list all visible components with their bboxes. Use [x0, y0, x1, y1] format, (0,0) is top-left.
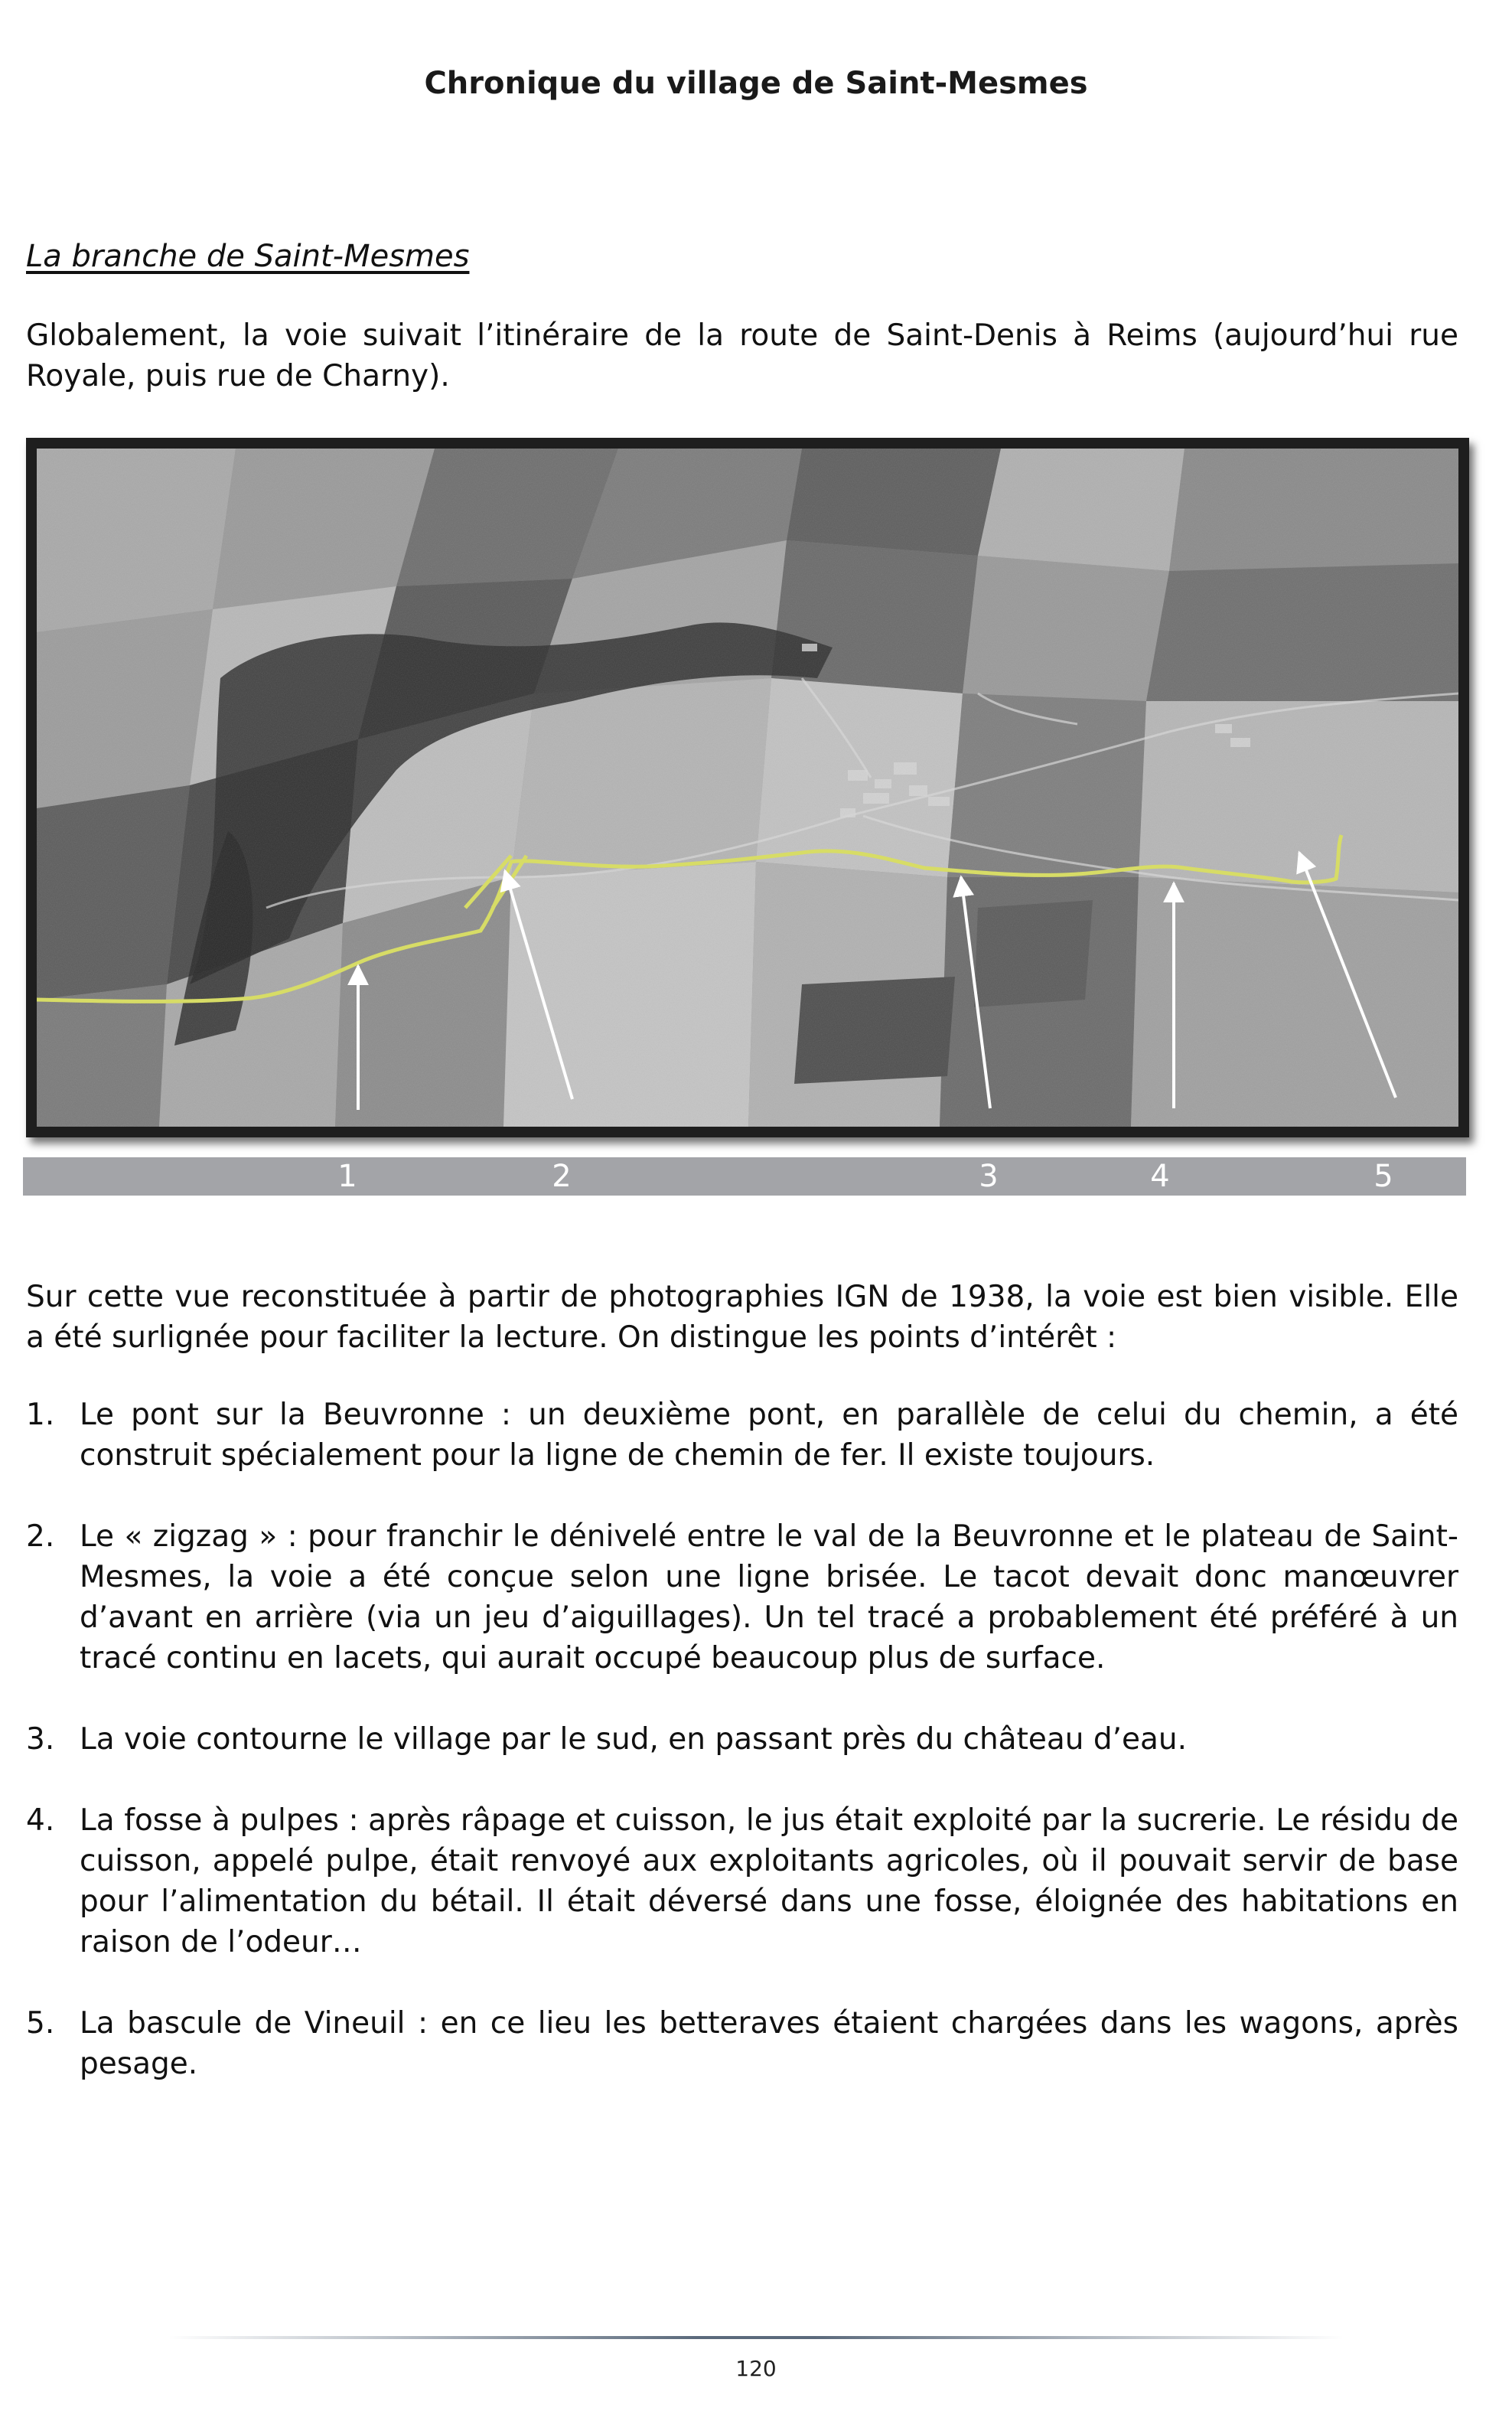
marker-number-1: 1 — [337, 1159, 357, 1194]
point-number: 1. — [26, 1398, 55, 1432]
point-text: Le « zigzag » : pour franchir le dénivelé entre le val de la Beuvronne et le plateau de Saint-Mesmes, la voie a été conçue selon une ligne brisée. Le tacot devait donc manœuvrer d’avant en arrière (via un jeu d’aiguillages). Un tel tracé a probablement été préféré à un tracé continu en lacets, qui aurait occupé beaucoup plus de surface. — [80, 1519, 1458, 1675]
marker-number-3: 3 — [979, 1159, 999, 1194]
point-text: Le pont sur la Beuvronne : un deuxième pont, en parallèle de celui du chemin, a été construit spécialement pour la ligne de chemin de fer. Il existe toujours. — [80, 1398, 1458, 1473]
point-text: La voie contourne le village par le sud, en passant près du château d’eau. — [80, 1722, 1188, 1757]
aerial-photo-frame — [26, 438, 1469, 1137]
point-item — [26, 2003, 1458, 2084]
marker-number-5: 5 — [1374, 1159, 1393, 1194]
points-of-interest-list — [26, 1395, 1458, 2125]
running-title: Chronique du village de Saint-Mesmes — [424, 66, 1088, 101]
point-text: La fosse à pulpes : après râpage et cuisson, le jus était exploité par la sucrerie. Le résidu de cuisson, appelé pulpe, était renvoyé aux exploitants agricoles, où il pouvait servir de base pour l’alimentation du bétail. Il était déversé dans une fosse, éloignée des habitations en raison de l’odeur… — [80, 1803, 1458, 1959]
aerial-photo — [37, 449, 1458, 1127]
point-item — [26, 1516, 1458, 1679]
point-item — [26, 1395, 1458, 1476]
page-number: 120 — [735, 2356, 777, 2381]
point-number: 4. — [26, 1803, 55, 1838]
point-item — [26, 1719, 1458, 1760]
section-heading: La branche de Saint-Mesmes — [26, 239, 470, 274]
point-number: 5. — [26, 2006, 55, 2041]
marker-number-4: 4 — [1150, 1159, 1170, 1194]
intro-paragraph: Globalement, la voie suivait l’itinéraire de la route de Saint-Denis à Reims (aujourd’hui rue Royale, puis rue de Charny). — [26, 318, 1458, 393]
point-number: 3. — [26, 1722, 55, 1757]
footer-rule — [168, 2336, 1344, 2339]
point-text: La bascule de Vineuil : en ce lieu les betteraves étaient chargées dans les wagons, après pesage. — [80, 2006, 1458, 2081]
point-number: 2. — [26, 1519, 55, 1554]
marker-number-strip — [23, 1157, 1466, 1196]
point-item — [26, 1800, 1458, 1963]
marker-number-2: 2 — [552, 1159, 572, 1194]
description-paragraph: Sur cette vue reconstituée à partir de photographies IGN de 1938, la voie est bien visible. Elle a été surlignée pour faciliter la lecture. On distingue les points d’intérêt : — [26, 1280, 1458, 1355]
